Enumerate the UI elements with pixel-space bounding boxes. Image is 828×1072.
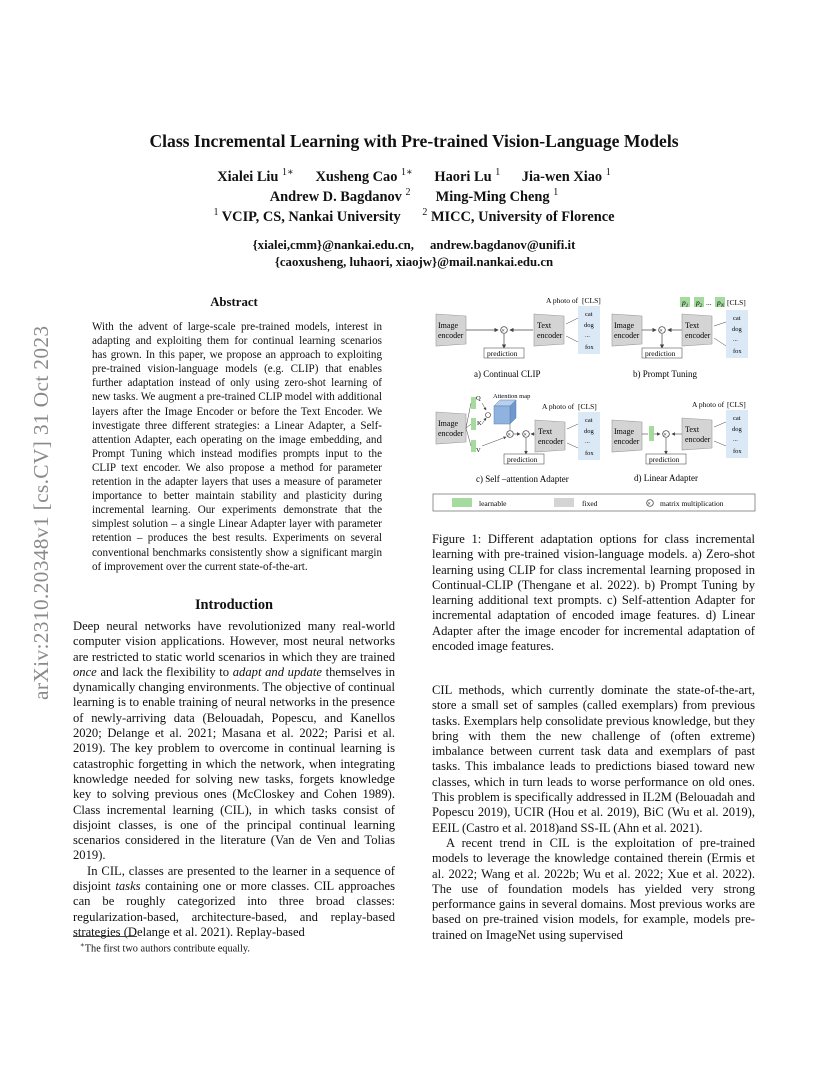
svg-text:×: × (523, 431, 527, 439)
paragraph: Deep neural networks have revolutionized many real-world computer vision applications. However, most neural networks are restricted to static world scenarios in which they are trained once and lack the flexibility to adapt and update themselves in dynamically changing environments. The objective of continual learning is to enable training of neural networks in the presence of newly-arriving data (Belouadah, Popescu, and Kanellos 2020; Delange et al. 2021; Masana et al. 2022; Parisi et al. 2019). The key problem to overcome in continual learning is catastrophic forgetting in which the network, when integrating knowledge needed for solving new tasks, forgets knowledge key to solving previous ones (McCloskey and Cohen 1989). Class incremental learning (CIL), in which tasks consist of disjoint classes, is one of the principal continual learning scenarios considered in the literature (Van de Ven and Tolias 2019). (73, 619, 395, 863)
svg-text:dog: dog (732, 426, 742, 433)
abstract-text: With the advent of large-scale pre-trained models, interest in adapting and exploiting them for continual learning scenarios has grown. In this paper, we propose an approach to exploiting pre-trained vision-language models (e.g. CLIP) that enables further adaptation instead of only using zero-shot learning of new tasks. We augment a pre-trained CLIP model with additional layers after the Image Encoder or before the Text Encoder. We investigate three different strategies: a Linear Adapter, a Self-attention Adapter, each operating on the image embedding, and Prompt Tuning which instead modifies prompts input to the CLIP text encoder. We also propose a method for parameter retention in the adapter layers that uses a measure of parameter importance to better maintain stability and plasticity during incremental learning. Our experiments demonstrate that the simplest solution – a single Linear Adapter layer with parameter retention – produces the best results. Experiments on several conventional benchmarks consistently show a significant margin of improvement over the current state-of-the-art. (92, 321, 382, 573)
svg-text:p2: $p_2$ (696, 298, 703, 309)
linear-adapter-layer (649, 426, 654, 441)
introduction-body (73, 619, 395, 940)
footnote-text: The first two authors contribute equally. (84, 943, 250, 955)
author-affiliation-mark: 1∗ (401, 167, 413, 178)
svg-text:Text: Text (685, 425, 700, 434)
svg-text:×: × (663, 431, 667, 439)
legend-fixed-swatch (554, 498, 574, 507)
svg-text:encoder: encoder (538, 437, 564, 446)
svg-text:A photo of: A photo of (692, 400, 725, 409)
email-line: {xialei,cmm}@nankai.edu.cn, andrew.bagdanov@unifi.it (252, 238, 576, 252)
svg-text:cat: cat (733, 315, 741, 322)
svg-text:encoder: encoder (614, 331, 640, 340)
affiliation-name: MICC, University of Florence (430, 208, 615, 225)
svg-text:p1: $p_1$ (682, 298, 689, 309)
svg-text:fox: fox (585, 450, 594, 457)
svg-text:prediction: prediction (507, 455, 538, 464)
svg-text:...: ... (733, 336, 738, 343)
abstract-heading: Abstract (210, 295, 258, 309)
svg-text:×: × (507, 431, 511, 439)
k-label: K (477, 420, 482, 427)
email-line: {caoxusheng, luhaori, xiaojw}@mail.nankai.edu.cn (274, 255, 554, 269)
learnable-k (471, 418, 476, 430)
svg-text:×: × (647, 500, 651, 508)
svg-text:encoder: encoder (685, 331, 711, 340)
legend-learnable-swatch (452, 498, 472, 507)
author-affiliation-mark: 1 (605, 167, 611, 178)
figure-legend (433, 494, 755, 511)
panel-b (612, 297, 748, 379)
legend-learnable-label: learnable (479, 499, 507, 508)
text-encoder-label: Text (537, 321, 552, 330)
prediction-label: prediction (487, 349, 518, 358)
attention-cube (494, 400, 516, 424)
text-encoder-box (535, 420, 565, 452)
v-label: V (476, 447, 481, 454)
figure-1-diagram (430, 294, 760, 518)
svg-text:Image: Image (438, 419, 458, 428)
text-encoder-box (682, 314, 712, 346)
svg-text:...: ... (733, 436, 738, 443)
affiliation-mark: 2 (422, 207, 428, 218)
attention-map-label: Attention map (493, 393, 531, 400)
author-affiliation-mark: 1 (553, 187, 559, 198)
svg-text:...: ... (706, 298, 712, 307)
class-label: cat (585, 311, 593, 318)
image-encoder-box (612, 314, 642, 346)
svg-text:cat: cat (733, 415, 741, 422)
footnote-mark: ∗ (80, 941, 85, 949)
cls-token: [CLS] (727, 298, 746, 307)
panel-c (436, 393, 600, 484)
arxiv-identifier: arXiv:2310.20348v1 [cs.CV] 31 Oct 2023 (29, 325, 53, 700)
introduction-heading: Introduction (194, 597, 274, 613)
paragraph: A recent trend in CIL is the exploitation of pre-trained models to leverage the knowledge contained therein (Ermis et al. 2022; Wang et al. 2022b; Wu et al. 2022; Xue et al. 2022). The use of foundation models has yielded very strong performance gains in several domains. Most previous works are based on pre-trained vision models, for example, models pre-trained on ImageNet using supervised (432, 835, 755, 942)
svg-text:×: × (659, 327, 663, 335)
text-encoder-box (682, 418, 712, 450)
svg-text:encoder: encoder (438, 429, 464, 438)
svg-text:Image: Image (614, 321, 634, 330)
panel-d (612, 400, 748, 483)
author-affiliation-mark: 1 (495, 167, 501, 178)
paper-title: Class Incremental Learning with Pre-trained Vision-Language Models (149, 131, 679, 151)
author-affiliation-mark: 1∗ (282, 167, 294, 178)
author-emails (0, 237, 828, 271)
author-name: Andrew D. Bagdanov (269, 188, 402, 205)
panel-b-label: b) Prompt Tuning (633, 369, 698, 379)
svg-text:fox: fox (733, 448, 742, 455)
svg-text:dog: dog (584, 428, 594, 435)
affiliations-line (0, 203, 828, 227)
legend-fixed-label: fixed (582, 499, 598, 508)
figure-1 (430, 294, 760, 518)
author-name: Jia-wen Xiao (521, 168, 603, 185)
image-encoder-label: Image (438, 321, 458, 330)
svg-text:encoder: encoder (685, 435, 711, 444)
matmul-symbol: × (501, 327, 505, 335)
image-encoder-box (436, 314, 466, 346)
svg-text:pN: $p_N$ (717, 298, 725, 309)
q-label: Q (476, 395, 481, 402)
author-name: Ming-Ming Cheng (435, 188, 550, 205)
panel-c-label: c) Self –attention Adapter (476, 474, 569, 484)
footnote (80, 941, 250, 954)
svg-text:[CLS]: [CLS] (727, 400, 746, 409)
svg-text:cat: cat (585, 417, 593, 424)
text-encoder-box (534, 314, 564, 346)
class-label: ... (585, 332, 590, 339)
svg-text:[CLS]: [CLS] (578, 402, 597, 411)
text-encoder-label: encoder (537, 331, 563, 340)
svg-text:dog: dog (732, 326, 742, 333)
figure-caption: Figure 1: Different adaptation options for class incremental learning with pre-trained vision-language models. a) Zero-shot learning using CLIP for class incremental learning proposed in Continual-CLIP (Thengane et al. 2022). b) Prompt Tuning by learning additional text prompts. c) Self-attention Adapter for incremental adaptation of encoded image features. d) Linear Adapter after the image encoder for incremental adaptation of encoded image features. (432, 532, 755, 654)
svg-text:Image: Image (614, 427, 634, 436)
panel-d-label: d) Linear Adapter (634, 473, 698, 483)
cls-token: [CLS] (582, 296, 601, 305)
paragraph: CIL methods, which currently dominate the state-of-the-art, store a small set of samples (called exemplars) from previous tasks. Exemplars help consolidate previous knowledge, but they bring with them the new challenge of (often extreme) imbalance between current task data and exemplars of past tasks. This imbalance leads to predictions biased toward new classes, which in turn leads to worse performance on old ones. This problem is specifically addressed in IL2M (Belouadah and Popescu 2019), UCIR (Hou et al. 2019), BiC (Wu et al. 2019), EEIL (Castro et al. 2018)and SS-IL (Ahn et al. 2021). (432, 683, 755, 835)
paragraph: In CIL, classes are presented to the learner in a sequence of disjoint tasks containing one or more classes. CIL approaches can be roughly categorized into three broad classes: regularization-based, architecture-based, and replay-based strategies (Delange et al. 2021). Replay-based (73, 863, 395, 939)
matmul-icon (486, 413, 491, 418)
image-encoder-box (436, 412, 466, 444)
svg-text:prediction: prediction (649, 455, 680, 464)
svg-text:fox: fox (733, 348, 742, 355)
legend-matmul-label: matrix multiplication (660, 499, 724, 508)
svg-text:A photo of: A photo of (542, 402, 575, 411)
panel-a-label: a) Continual CLIP (474, 369, 541, 379)
author-name: Haori Lu (434, 168, 492, 185)
affiliation-mark: 1 (213, 207, 219, 218)
class-label: dog (584, 322, 594, 329)
footnote-rule (73, 936, 137, 937)
author-name: Xialei Liu (217, 168, 279, 185)
svg-text:Text: Text (685, 321, 700, 330)
svg-text:Text: Text (538, 427, 553, 436)
affiliation-name: VCIP, CS, Nankai University (221, 208, 401, 225)
svg-text:...: ... (585, 438, 590, 445)
svg-text:encoder: encoder (614, 437, 640, 446)
prompt-text: A photo of (546, 296, 579, 305)
panel-a (436, 296, 601, 379)
svg-text:prediction: prediction (645, 349, 676, 358)
image-encoder-box (612, 420, 642, 452)
class-label: fox (585, 344, 594, 351)
right-column-body (432, 683, 755, 943)
image-encoder-label: encoder (438, 331, 464, 340)
author-name: Xusheng Cao (315, 168, 398, 185)
author-affiliation-mark: 2 (405, 187, 411, 198)
